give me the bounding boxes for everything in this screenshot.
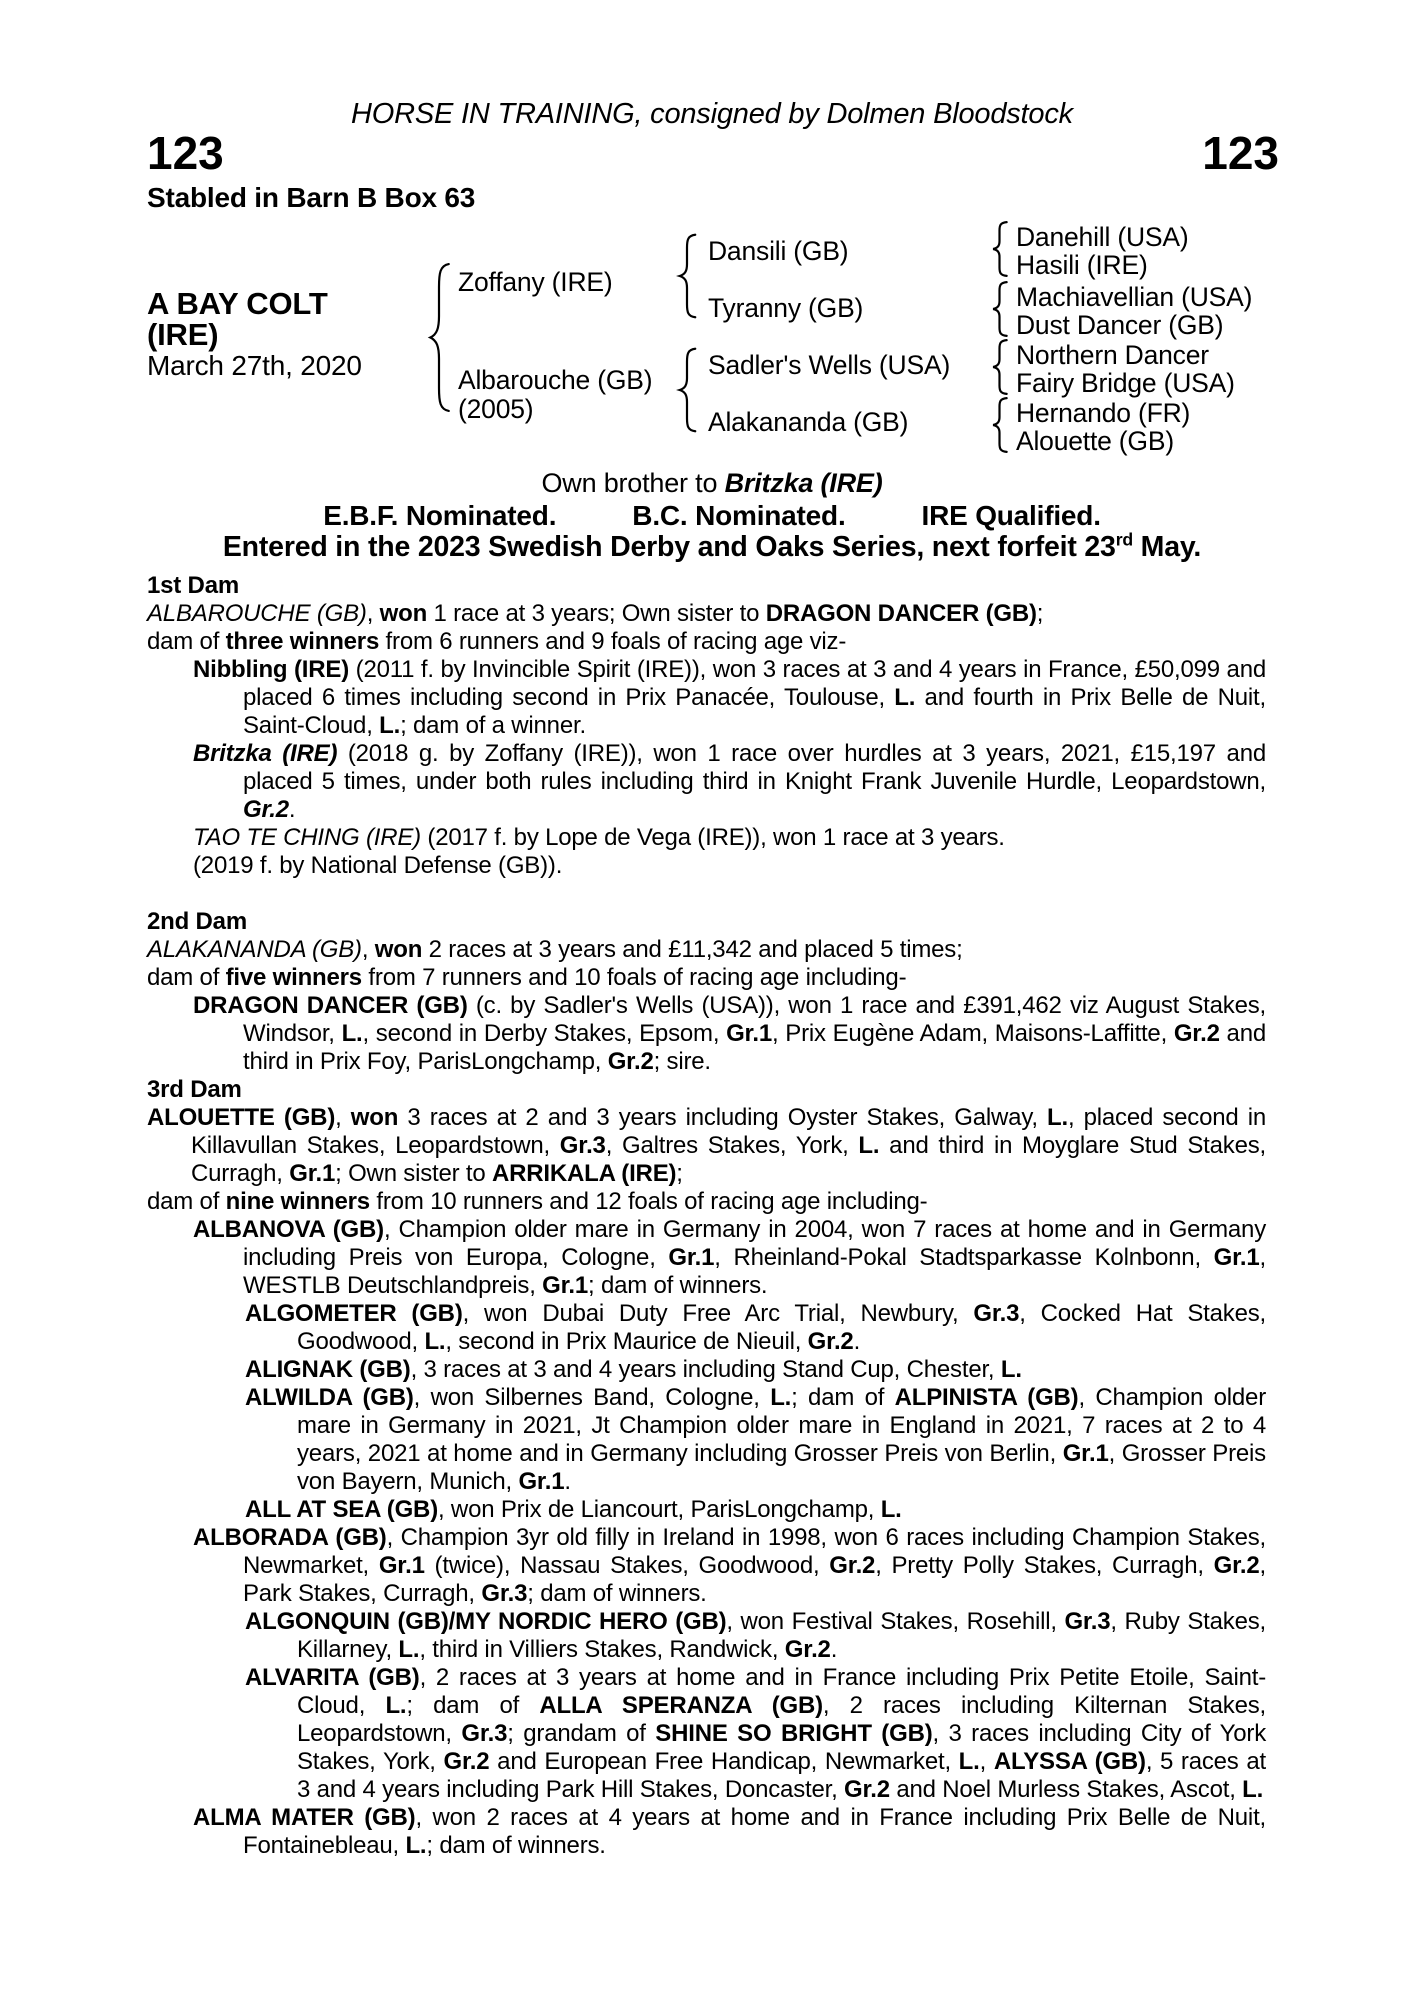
text-segment: (2019 f. by National Defense (GB)).: [193, 852, 563, 879]
entry-text-end: May.: [1132, 531, 1202, 563]
pedigree-ancestor: Fairy Bridge (USA): [1016, 368, 1235, 398]
text-segment: , Grosser Preis von Bayern, Munich,: [297, 1440, 1266, 1495]
text-segment: , Park Stakes, Curragh,: [243, 1552, 1267, 1607]
granddam-maternal: Alakananda (GB): [708, 407, 909, 437]
subject-name: A BAY COLT: [147, 286, 328, 321]
text-segment: TAO TE CHING (IRE): [193, 824, 421, 851]
text-segment: (c. by Sadler's Wells (USA)), won 1 race and £391,462 viz August Stakes, Windsor,: [243, 992, 1266, 1047]
text-segment: ; dam of winners.: [588, 1272, 768, 1299]
text-segment: , Galtres Stakes, York,: [605, 1132, 859, 1159]
text-segment: ; sire.: [653, 1048, 711, 1075]
grandsire-paternal: Dansili (GB): [708, 236, 849, 266]
text-segment: , 2 races including Kilternan Stakes, Leopardstown,: [297, 1692, 1267, 1747]
foaling-date: March 27th, 2020: [147, 350, 362, 381]
text-segment: won: [374, 936, 423, 963]
text-segment: ; grandam of: [507, 1720, 656, 1747]
pedigree-brace-gen3-2: [990, 281, 1009, 337]
text-segment: , Champion older mare in Germany in 2021, Jt Champion older mare in England in 2021, 7 races at 2 to 4 years, 2021 at home and in Germany including Grosser Preis von Berlin,: [297, 1384, 1266, 1467]
text-segment: Gr.2: [607, 1048, 654, 1075]
text-segment: ALVARITA (GB): [245, 1664, 420, 1691]
catalogue-paragraph: [147, 1664, 1266, 1804]
text-segment: from 10 runners and 12 foals of racing age including-: [369, 1188, 928, 1215]
text-segment: (2017 f. by Lope de Vega (IRE)), won 1 race at 3 years.: [420, 824, 1005, 851]
text-segment: Nibbling (IRE): [193, 656, 350, 683]
text-segment: ;: [676, 1160, 683, 1187]
text-segment: , 3 races at 3 and 4 years including Stand Cup, Chester,: [410, 1356, 1001, 1383]
pedigree-sire: Zoffany (IRE): [458, 267, 613, 297]
pedigree-ancestor: Alouette (GB): [1016, 426, 1174, 456]
text-segment: , Champion 3yr old filly in Ireland in 1998, won 6 races including Champion Stakes, Newmarket,: [243, 1524, 1266, 1579]
text-segment: , won 2 races at 4 years at home and in France including Prix Belle de Nuit, Fontainebleau,: [243, 1804, 1267, 1859]
text-segment: Gr.1: [518, 1468, 565, 1495]
catalogue-paragraph: [147, 1496, 1266, 1524]
pedigree-ancestor: Hasili (IRE): [1016, 250, 1148, 280]
dam-section-heading: 3rd Dam: [147, 1076, 242, 1103]
catalogue-paragraph: [147, 824, 1266, 852]
text-segment: ALL AT SEA (GB): [245, 1496, 438, 1523]
nominations-line: [0, 500, 1424, 532]
entry-text: Entered in the 2023 Swedish Derby and Oaks Series, next forfeit 23: [222, 531, 1116, 563]
text-segment: and European Free Handicap, Newmarket,: [489, 1748, 959, 1775]
catalogue-paragraph: [147, 1804, 1266, 1860]
text-segment: ALPINISTA (GB): [894, 1384, 1079, 1411]
text-segment: dam of: [147, 964, 226, 991]
text-segment: ; dam of a winner.: [400, 712, 586, 739]
text-segment: Britzka (IRE): [193, 740, 338, 767]
text-segment: , won Dubai Duty Free Arc Trial, Newbury,: [462, 1300, 974, 1327]
text-segment: Gr.1: [668, 1244, 715, 1271]
great-grandparents-pair-2: [1016, 283, 1252, 339]
text-segment: , second in Derby Stakes, Epsom,: [362, 1020, 727, 1047]
text-segment: .: [853, 1328, 861, 1355]
text-segment: 1 race at 3 years; Own sister to: [427, 600, 766, 627]
text-segment: , WESTLB Deutschlandpreis,: [243, 1244, 1266, 1299]
text-segment: ,: [361, 936, 375, 963]
text-segment: ;: [1036, 600, 1044, 627]
text-segment: Gr.2: [243, 796, 289, 823]
lot-number-right: 123: [1202, 127, 1279, 179]
text-segment: ALBANOVA (GB): [193, 1216, 384, 1243]
text-segment: , Ruby Stakes, Killarney,: [297, 1608, 1266, 1663]
text-segment: Gr.2: [829, 1552, 876, 1579]
lot-number-left: 123: [147, 127, 224, 179]
catalogue-paragraph: [147, 1384, 1266, 1496]
text-segment: Gr.1: [1213, 1244, 1260, 1271]
text-segment: , Cocked Hat Stakes, Goodwood,: [297, 1300, 1267, 1355]
text-segment: ,: [979, 1748, 994, 1775]
text-segment: Gr.1: [289, 1160, 336, 1187]
text-segment: Gr.2: [1173, 1020, 1220, 1047]
text-segment: , Rheinland-Pokal Stadtsparkasse Kolnbonn,: [714, 1244, 1214, 1271]
text-segment: Gr.1: [1062, 1440, 1109, 1467]
text-segment: DRAGON DANCER (GB): [765, 600, 1037, 627]
text-segment: ; dam of: [406, 1692, 540, 1719]
text-segment: and third in Prix Foy, ParisLongchamp,: [243, 1020, 1266, 1075]
text-segment: ALBAROUCHE (GB): [147, 600, 367, 627]
catalogue-paragraph: [147, 852, 1266, 880]
text-segment: , won Festival Stakes, Rosehill,: [726, 1608, 1065, 1635]
text-segment: ALAKANANDA (GB): [147, 936, 362, 963]
entry-ordinal-suffix: rd: [1115, 529, 1133, 550]
catalogue-paragraph: [147, 740, 1266, 824]
text-segment: Gr.2: [807, 1328, 854, 1355]
text-segment: ALYSSA (GB): [993, 1748, 1146, 1775]
catalogue-paragraph: [147, 964, 1266, 992]
text-segment: Gr.3: [559, 1132, 606, 1159]
text-segment: Gr.3: [481, 1580, 528, 1607]
catalogue-paragraph: [147, 1188, 1266, 1216]
text-segment: , Pretty Polly Stakes, Curragh,: [875, 1552, 1214, 1579]
great-grandparents-pair-4: [1016, 399, 1190, 455]
catalogue-paragraph: [147, 1356, 1266, 1384]
text-segment: Gr.1: [542, 1272, 589, 1299]
text-segment: ,: [366, 600, 380, 627]
pedigree-brace-gen3-1: [990, 221, 1009, 277]
text-segment: three winners: [225, 628, 380, 655]
catalogue-paragraph: [147, 656, 1266, 740]
text-segment: Gr.3: [1064, 1608, 1111, 1635]
text-segment: DRAGON DANCER (GB): [193, 992, 468, 1019]
stabling-note: Stabled in Barn B Box 63: [147, 182, 476, 213]
pedigree-brace-gen3-3: [990, 339, 1009, 395]
pedigree-ancestor: Northern Dancer: [1016, 340, 1209, 370]
subject-country: (IRE): [147, 317, 219, 352]
text-segment: five winners: [225, 964, 362, 991]
pedigree-brace-sire: [676, 233, 698, 319]
catalogue-paragraph: [147, 1216, 1266, 1300]
text-segment: Gr.3: [461, 1720, 508, 1747]
text-segment: L.: [858, 1132, 880, 1159]
text-segment: Gr.2: [844, 1776, 890, 1803]
text-segment: L.: [1047, 1104, 1068, 1131]
text-segment: Gr.2: [443, 1748, 490, 1775]
text-segment: ; dam of winners.: [426, 1832, 606, 1859]
pedigree-brace-dam: [676, 347, 698, 433]
pedigree-ancestor: Danehill (USA): [1016, 222, 1189, 252]
text-segment: L.: [424, 1328, 446, 1355]
text-segment: L.: [770, 1384, 792, 1411]
text-segment: , third in Villiers Stakes, Randwick,: [419, 1636, 785, 1663]
text-segment: Gr.1: [726, 1020, 772, 1047]
pedigree-brace-gen3-4: [990, 397, 1009, 453]
text-segment: ALBORADA (GB): [193, 1524, 387, 1551]
pedigree-ancestor: Hernando (FR): [1016, 398, 1191, 428]
catalogue-paragraph: [147, 1524, 1266, 1608]
catalogue-paragraph: [147, 1608, 1266, 1664]
consignment-line: HORSE IN TRAINING, consigned by Dolmen Bloodstock: [351, 98, 1073, 130]
text-segment: dam of: [147, 628, 226, 655]
text-segment: and Noel Murless Stakes, Ascot,: [889, 1776, 1243, 1803]
text-segment: won: [379, 600, 428, 627]
text-segment: L.: [1000, 1356, 1022, 1383]
own-brother-prefix: Own brother to: [541, 468, 725, 498]
text-segment: 3 races at 2 and 3 years including Oyster Stakes, Galway,: [398, 1104, 1048, 1131]
pedigree-ancestor: Dust Dancer (GB): [1016, 310, 1224, 340]
text-segment: Gr.2: [784, 1636, 831, 1663]
text-segment: L.: [398, 1636, 420, 1663]
text-segment: L.: [341, 1020, 363, 1047]
catalogue-text: [147, 572, 1266, 1860]
text-segment: Gr.1: [378, 1552, 425, 1579]
entry-line: [0, 531, 1424, 564]
text-segment: Gr.2: [1213, 1552, 1260, 1579]
text-segment: ALMA MATER (GB): [193, 1804, 416, 1831]
text-segment: (2011 f. by Invincible Spirit (IRE)), won 3 races at 3 and 4 years in France, £50,099 and placed 6 times including second in Prix Panacée, Toulouse,: [243, 656, 1267, 711]
text-segment: ARRIKALA (IRE): [492, 1160, 677, 1187]
text-segment: L.: [379, 712, 401, 739]
text-segment: , Champion older mare in Germany in 2004, won 7 races at home and in Germany including Preis von Europa, Cologne,: [243, 1216, 1266, 1271]
text-segment: , second in Prix Maurice de Nieuil,: [445, 1328, 808, 1355]
pedigree-brace-main: [426, 261, 452, 414]
dam-section-heading: 2nd Dam: [147, 908, 247, 935]
text-segment: (2018 g. by Zoffany (IRE)), won 1 race over hurdles at 3 years, 2021, £15,197 and placed 5 times, under both rules including third in Knight Frank Juvenile Hurdle, Leopardstown,: [243, 740, 1266, 795]
text-segment: dam of: [147, 1188, 226, 1215]
text-segment: ALIGNAK (GB): [245, 1356, 411, 1383]
dam-name: Albarouche (GB): [458, 365, 653, 395]
catalogue-paragraph: [147, 600, 1266, 628]
great-grandparents-pair-1: [1016, 223, 1188, 279]
text-segment: won: [350, 1104, 399, 1131]
catalogue-paragraph: [147, 992, 1266, 1076]
catalogue-paragraph: [147, 936, 1266, 964]
text-segment: 2 races at 3 years and £11,342 and placed 5 times;: [422, 936, 963, 963]
text-segment: , Prix Eugène Adam, Maisons-Laffitte,: [772, 1020, 1174, 1047]
grandsire-maternal: Sadler's Wells (USA): [708, 350, 951, 380]
text-segment: .: [288, 796, 296, 823]
dam-year: (2005): [458, 394, 534, 424]
catalogue-paragraph: [147, 1300, 1266, 1356]
granddam-paternal: Tyranny (GB): [708, 293, 864, 323]
text-segment: L.: [880, 1496, 902, 1523]
text-segment: ALGONQUIN (GB)/MY NORDIC HERO (GB): [245, 1608, 727, 1635]
text-segment: , won Prix de Liancourt, ParisLongchamp,: [438, 1496, 881, 1523]
text-segment: from 7 runners and 10 foals of racing age including-: [361, 964, 907, 991]
text-segment: .: [564, 1468, 571, 1495]
text-segment: , 2 races at 3 years at home and in France including Prix Petite Etoile, Saint-Cloud,: [297, 1664, 1266, 1719]
great-grandparents-pair-3: [1016, 341, 1235, 397]
text-segment: ; dam of: [791, 1384, 895, 1411]
text-segment: nine winners: [225, 1188, 370, 1215]
pedigree-subject: [147, 288, 362, 381]
text-segment: L.: [1242, 1776, 1264, 1803]
nomination-ebf: E.B.F. Nominated.: [323, 500, 557, 531]
pedigree-dam: [458, 366, 652, 424]
own-brother-line: [0, 468, 1424, 499]
text-segment: .: [830, 1636, 838, 1663]
text-segment: and fourth in Prix Belle de Nuit, Saint-Cloud,: [243, 684, 1266, 739]
catalogue-paragraph: [147, 628, 1266, 656]
text-segment: L.: [958, 1748, 980, 1775]
text-segment: from 6 runners and 9 foals of racing age viz-: [379, 628, 847, 655]
nomination-ire: IRE Qualified.: [921, 500, 1101, 531]
text-segment: ; Own sister to: [335, 1160, 492, 1187]
text-segment: SHINE SO BRIGHT (GB): [655, 1720, 933, 1747]
catalogue-paragraph: [147, 1104, 1266, 1188]
dam-section-heading: 1st Dam: [147, 572, 239, 599]
text-segment: , 3 races including City of York Stakes, York,: [297, 1720, 1266, 1775]
nomination-bc: B.C. Nominated.: [632, 500, 846, 531]
text-segment: ALGOMETER (GB): [245, 1300, 463, 1327]
text-segment: ; dam of winners.: [527, 1580, 707, 1607]
text-segment: Gr.3: [973, 1300, 1020, 1327]
text-segment: L.: [385, 1692, 407, 1719]
text-segment: , won Silbernes Band, Cologne,: [413, 1384, 771, 1411]
text-segment: , 5 races at 3 and 4 years including Park Hill Stakes, Doncaster,: [297, 1748, 1266, 1803]
text-segment: and third in Moyglare Stud Stakes, Curragh,: [191, 1132, 1266, 1187]
text-segment: L.: [405, 1832, 427, 1859]
text-segment: ,: [335, 1104, 351, 1131]
pedigree-ancestor: Machiavellian (USA): [1016, 282, 1253, 312]
text-segment: ALOUETTE (GB): [147, 1104, 336, 1131]
text-segment: L.: [894, 684, 916, 711]
text-segment: (twice), Nassau Stakes, Goodwood,: [424, 1552, 830, 1579]
text-segment: , placed second in Killavullan Stakes, Leopardstown,: [191, 1104, 1267, 1159]
text-segment: ALLA SPERANZA (GB): [539, 1692, 823, 1719]
own-brother-name: Britzka (IRE): [724, 468, 883, 498]
text-segment: ALWILDA (GB): [245, 1384, 414, 1411]
